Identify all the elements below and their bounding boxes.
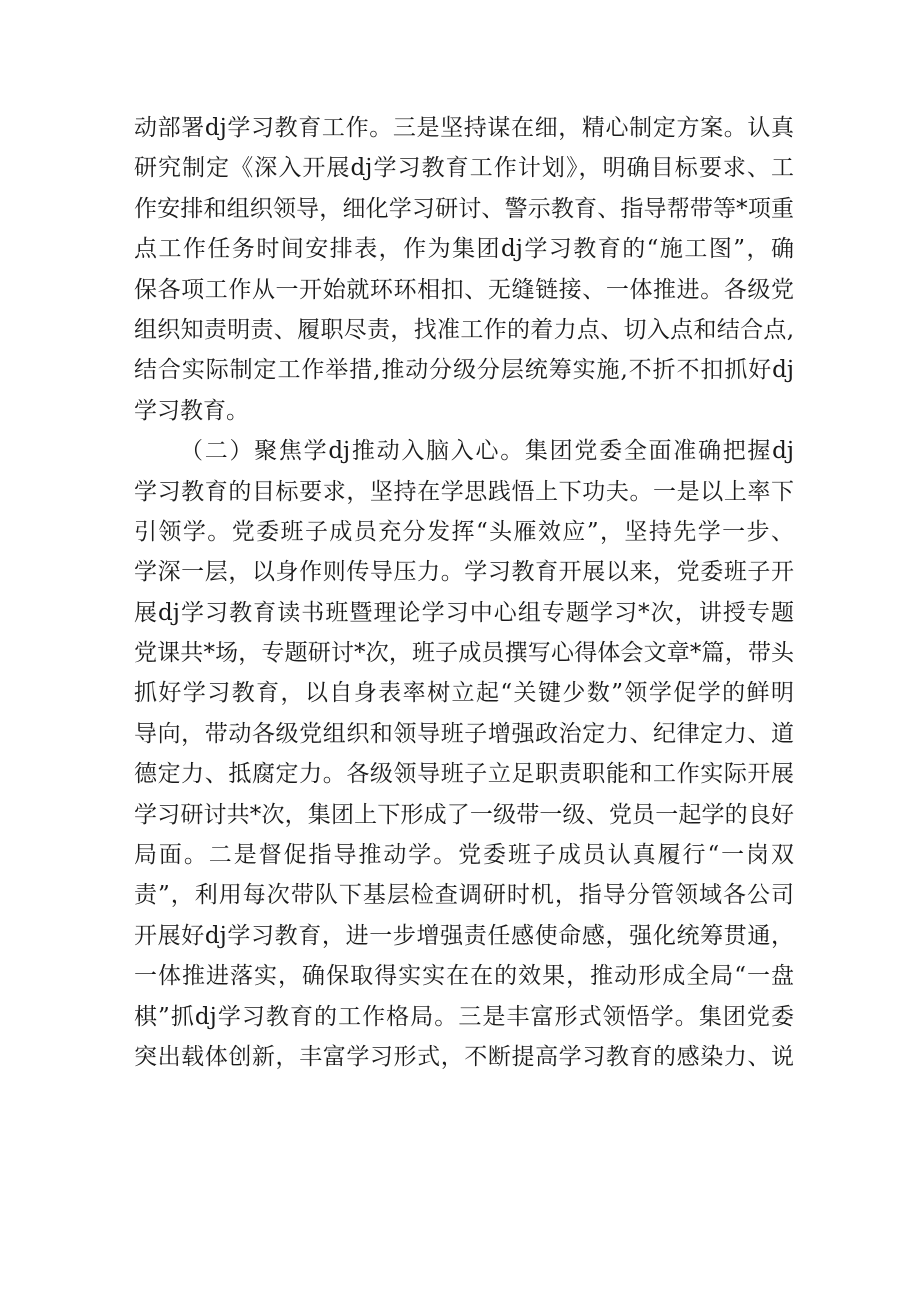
text-line: 党课共*场，专题研讨*次，班子成员撰写心得体会文章*篇，带头 bbox=[134, 640, 794, 667]
text-line: 学习教育。 bbox=[134, 397, 249, 424]
text-line: 引领学。党委班子成员充分发挥“头雁效应”，坚持先学一步、 bbox=[134, 518, 794, 545]
text-line: 研究制定《深入开展dj学习教育工作计划》，明确目标要求、工 bbox=[134, 155, 794, 182]
body-text bbox=[134, 108, 794, 1077]
text-line: 组织知责明责、履职尽责，找准工作的着力点、切入点和结合点, bbox=[134, 316, 794, 343]
text-line: 动部署dj学习教育工作。三是坚持谋在细，精心制定方案。认真 bbox=[134, 115, 794, 141]
text-line: 结合实际制定工作举措,推动分级分层统筹实施,不折不扣抓好dj bbox=[134, 357, 794, 384]
text-line: 学习研讨共*次，集团上下形成了一级带一级、党员一起学的良好 bbox=[134, 801, 794, 828]
text-line: 突出载体创新，丰富学习形式，不断提高学习教育的感染力、说 bbox=[134, 1043, 794, 1070]
paragraph bbox=[134, 431, 794, 1077]
text-line: 一体推进落实，确保取得实实在在的效果，推动形成全局“一盘 bbox=[134, 963, 794, 990]
text-line: 棋”抓dj学习教育的工作格局。三是丰富形式领悟学。集团党委 bbox=[134, 1003, 794, 1030]
text-line: 德定力、抵腐定力。各级领导班子立足职责职能和工作实际开展 bbox=[134, 761, 794, 788]
text-line: 学习教育的目标要求，坚持在学思践悟上下功夫。一是以上率下 bbox=[134, 478, 794, 505]
text-line: 保各项工作从一开始就环环相扣、无缝链接、一体推进。各级党 bbox=[134, 276, 794, 303]
paragraph bbox=[134, 108, 794, 431]
text-line: （二）聚焦学dj推动入脑入心。集团党委全面准确把握dj bbox=[180, 438, 794, 465]
text-line: 导向，带动各级党组织和领导班子增强政治定力、纪律定力、道 bbox=[134, 720, 794, 747]
text-line: 作安排和组织领导，细化学习研讨、警示教育、指导帮带等*项重 bbox=[134, 195, 794, 222]
text-line: 点工作任务时间安排表，作为集团dj学习教育的“施工图”，确 bbox=[134, 236, 794, 263]
text-line: 局面。二是督促指导推动学。党委班子成员认真履行“一岗双 bbox=[134, 842, 794, 869]
text-line: 开展好dj学习教育，进一步增强责任感使命感，强化统筹贯通， bbox=[134, 922, 794, 949]
text-line: 抓好学习教育，以自身表率树立起“关键少数”领学促学的鲜明 bbox=[134, 680, 794, 707]
text-line: 展dj学习教育读书班暨理论学习中心组专题学习*次，讲授专题 bbox=[134, 599, 794, 626]
text-line: 责”，利用每次带队下基层检查调研时机，指导分管领域各公司 bbox=[134, 882, 794, 909]
text-line: 学深一层，以身作则传导压力。学习教育开展以来，党委班子开 bbox=[134, 559, 794, 586]
